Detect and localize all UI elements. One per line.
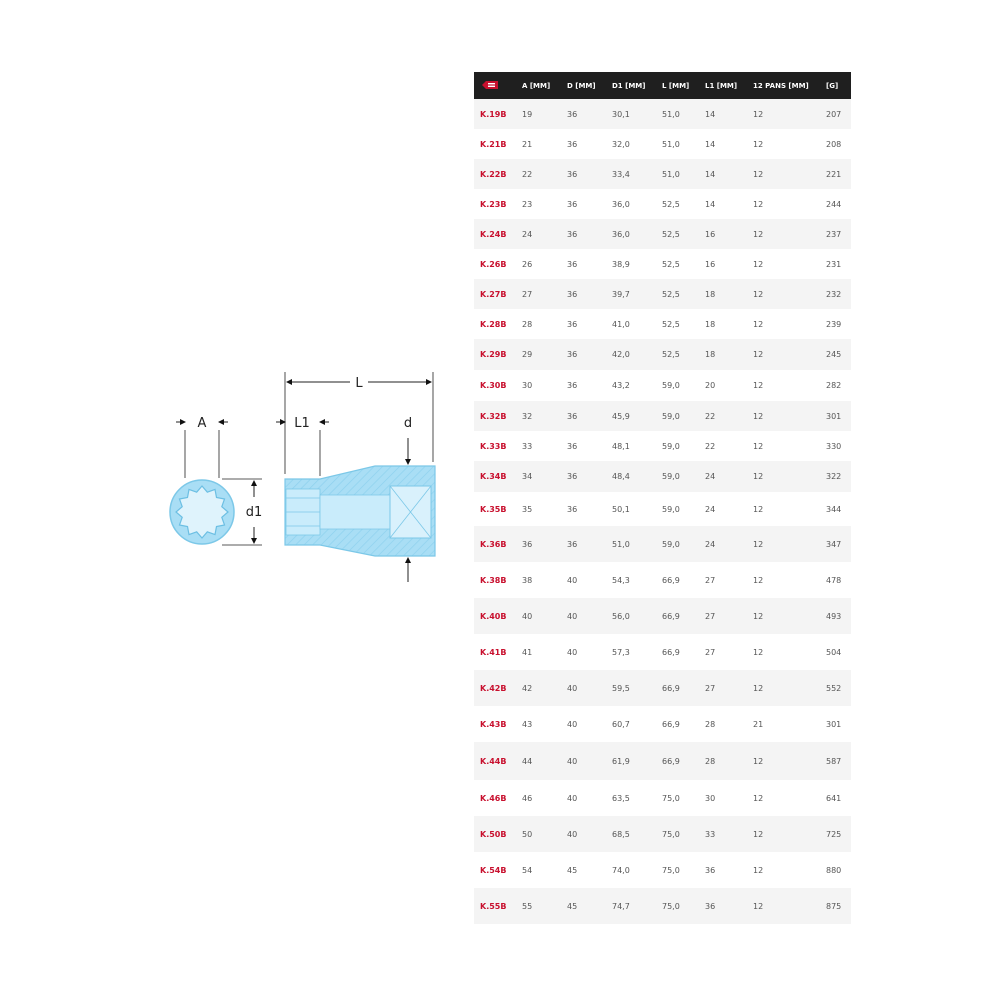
table-cell: 48,4 <box>612 472 630 481</box>
table-cell: 26 <box>522 259 533 269</box>
table-cell: 50,1 <box>612 504 630 514</box>
table-row <box>474 888 851 924</box>
part-reference: K.46B <box>480 793 507 803</box>
table-cell: 36 <box>567 441 578 451</box>
socket-dimension-drawing <box>0 0 470 1000</box>
table-row <box>474 189 851 219</box>
table-cell: 66,9 <box>662 756 680 766</box>
table-row <box>474 401 851 431</box>
table-cell: 74,7 <box>612 901 630 911</box>
table-cell: 50 <box>522 829 533 839</box>
part-reference: K.40B <box>480 611 507 621</box>
column-header: L1 [MM] <box>705 81 738 90</box>
table-cell: 12 <box>753 229 764 239</box>
table-cell: 12 <box>753 829 764 839</box>
table-cell: 57,3 <box>612 647 630 657</box>
table-cell: 68,5 <box>612 829 630 839</box>
table-cell: 12 <box>753 472 764 481</box>
table-cell: 14 <box>705 139 716 149</box>
table-cell: 36 <box>567 169 578 179</box>
column-header: A [MM] <box>522 81 551 90</box>
table-cell: 20 <box>705 381 716 390</box>
part-reference: K.36B <box>480 539 507 549</box>
table-cell: 36 <box>567 139 578 149</box>
table-row <box>474 526 851 562</box>
table-cell: 36 <box>567 472 578 481</box>
table-cell: 36 <box>567 199 578 209</box>
table-cell: 12 <box>753 139 764 149</box>
table-cell: 51,0 <box>662 139 680 149</box>
part-reference: K.44B <box>480 756 507 766</box>
table-cell: 66,9 <box>662 683 680 693</box>
table-cell: 322 <box>826 472 842 481</box>
table-cell: 44 <box>522 756 533 766</box>
table-cell: 45,9 <box>612 411 630 421</box>
table-cell: 24 <box>522 229 533 239</box>
table-cell: 36,0 <box>612 229 630 239</box>
table-cell: 59,0 <box>662 472 680 481</box>
table-header <box>474 72 851 99</box>
table-cell: 66,9 <box>662 647 680 657</box>
table-cell: 14 <box>705 169 716 179</box>
column-header: [G] <box>826 81 839 90</box>
table-cell: 35 <box>522 504 533 514</box>
table-cell: 21 <box>753 719 764 729</box>
table-cell: 40 <box>567 647 578 657</box>
part-reference: K.22B <box>480 169 507 179</box>
part-reference: K.26B <box>480 259 507 269</box>
table-cell: 36 <box>522 539 533 549</box>
table-cell: 282 <box>826 381 842 390</box>
table-cell: 27 <box>705 611 716 621</box>
part-reference: K.19B <box>480 109 507 119</box>
table-cell: 59,0 <box>662 504 680 514</box>
table-cell: 38,9 <box>612 259 630 269</box>
facom-logo-icon <box>480 80 500 90</box>
table-cell: 23 <box>522 199 533 209</box>
header-row <box>474 72 851 99</box>
table-cell: 36 <box>567 350 578 359</box>
table-cell: 552 <box>826 683 842 693</box>
table-cell: 59,0 <box>662 411 680 421</box>
table-row <box>474 780 851 816</box>
table-body <box>474 99 851 924</box>
table-cell: 12 <box>753 539 764 549</box>
table-row <box>474 461 851 492</box>
table-cell: 244 <box>826 199 842 209</box>
table-cell: 347 <box>826 539 842 549</box>
table-cell: 29 <box>522 350 533 359</box>
table-row <box>474 852 851 888</box>
column-header: L [MM] <box>662 81 690 90</box>
table-row <box>474 706 851 742</box>
table-cell: 301 <box>826 411 842 421</box>
table-cell: 30 <box>522 381 533 390</box>
table-cell: 239 <box>826 319 842 329</box>
table-cell: 12 <box>753 901 764 911</box>
table-cell: 27 <box>705 683 716 693</box>
table-cell: 41 <box>522 647 533 657</box>
part-reference: K.28B <box>480 319 507 329</box>
table-row <box>474 670 851 706</box>
table-cell: 40 <box>567 756 578 766</box>
table-cell: 54 <box>522 865 533 875</box>
table-cell: 38 <box>522 575 533 585</box>
table-cell: 36 <box>567 289 578 299</box>
table-cell: 30 <box>705 793 716 803</box>
socket-drawing-svg <box>0 0 470 1000</box>
table-cell: 12 <box>753 109 764 119</box>
table-row <box>474 492 851 526</box>
table-cell: 231 <box>826 259 842 269</box>
table-cell: 36 <box>567 381 578 390</box>
table-cell: 875 <box>826 901 842 911</box>
part-reference: K.24B <box>480 229 507 239</box>
table-cell: 16 <box>705 259 716 269</box>
part-reference: K.33B <box>480 441 507 451</box>
table-cell: 43,2 <box>612 381 630 390</box>
table-row <box>474 562 851 598</box>
table-cell: 12 <box>753 441 764 451</box>
table-cell: 493 <box>826 611 842 621</box>
table-cell: 12 <box>753 504 764 514</box>
table-cell: 18 <box>705 319 716 329</box>
table-cell: 33 <box>522 441 533 451</box>
table-cell: 27 <box>705 647 716 657</box>
table-cell: 40 <box>567 611 578 621</box>
table-cell: 74,0 <box>612 865 630 875</box>
table-cell: 12 <box>753 865 764 875</box>
table-cell: 725 <box>826 829 842 839</box>
table-cell: 60,7 <box>612 719 630 729</box>
table-row <box>474 431 851 461</box>
table-cell: 55 <box>522 901 533 911</box>
table-cell: 33 <box>705 829 716 839</box>
table-cell: 32,0 <box>612 139 630 149</box>
table-cell: 22 <box>705 411 716 421</box>
socket-end-view <box>170 480 234 544</box>
table-cell: 14 <box>705 199 716 209</box>
part-reference: K.27B <box>480 289 507 299</box>
column-header: D [MM] <box>567 81 596 90</box>
table-cell: 245 <box>826 350 842 359</box>
table-cell: 45 <box>567 865 578 875</box>
table-cell: 40 <box>567 829 578 839</box>
table-cell: 16 <box>705 229 716 239</box>
table-cell: 52,5 <box>662 350 680 359</box>
table-cell: 12 <box>753 756 764 766</box>
table-cell: 21 <box>522 139 533 149</box>
table-cell: 63,5 <box>612 793 630 803</box>
table-cell: 237 <box>826 229 842 239</box>
table-cell: 40 <box>567 683 578 693</box>
table-cell: 36 <box>567 259 578 269</box>
table-cell: 40 <box>567 793 578 803</box>
table-cell: 40 <box>522 611 533 621</box>
table-row <box>474 309 851 339</box>
table-cell: 52,5 <box>662 199 680 209</box>
dim-label-l1: L1 <box>294 416 310 431</box>
table-cell: 40 <box>567 575 578 585</box>
part-reference: K.55B <box>480 901 507 911</box>
table-cell: 48,1 <box>612 441 630 451</box>
table-cell: 301 <box>826 719 842 729</box>
table-cell: 12 <box>753 350 764 359</box>
table-cell: 46 <box>522 793 533 803</box>
column-header: D1 [MM] <box>612 81 646 90</box>
table-cell: 12 <box>753 793 764 803</box>
table-cell: 33,4 <box>612 169 630 179</box>
dim-label-d: d <box>403 416 413 431</box>
table-cell: 51,0 <box>662 169 680 179</box>
table-cell: 36,0 <box>612 199 630 209</box>
table-cell: 51,0 <box>612 539 630 549</box>
part-reference: K.38B <box>480 575 507 585</box>
table-cell: 30,1 <box>612 109 630 119</box>
table-cell: 12 <box>753 611 764 621</box>
table-cell: 40 <box>567 719 578 729</box>
table-cell: 207 <box>826 109 842 119</box>
table-cell: 36 <box>705 865 716 875</box>
part-reference: K.30B <box>480 381 507 390</box>
table-cell: 12 <box>753 289 764 299</box>
table-cell: 36 <box>567 539 578 549</box>
table-cell: 36 <box>567 319 578 329</box>
table-row <box>474 219 851 249</box>
table-cell: 587 <box>826 756 842 766</box>
socket-side-view <box>285 466 435 556</box>
table-cell: 12 <box>753 199 764 209</box>
table-cell: 19 <box>522 109 533 119</box>
table-cell: 24 <box>705 539 716 549</box>
header-logo-cell <box>474 72 516 99</box>
table-cell: 12 <box>753 169 764 179</box>
table-cell: 75,0 <box>662 829 680 839</box>
table-cell: 59,0 <box>662 539 680 549</box>
table-cell: 12 <box>753 381 764 390</box>
part-reference: K.54B <box>480 865 507 875</box>
table-row <box>474 370 851 401</box>
table-cell: 61,9 <box>612 756 630 766</box>
part-reference: K.32B <box>480 411 507 421</box>
table-row <box>474 99 851 129</box>
part-reference: K.41B <box>480 647 507 657</box>
table-cell: 36 <box>567 229 578 239</box>
table-cell: 75,0 <box>662 865 680 875</box>
table-cell: 24 <box>705 504 716 514</box>
table-cell: 641 <box>826 793 842 803</box>
part-reference: K.50B <box>480 829 507 839</box>
table-cell: 36 <box>705 901 716 911</box>
table-cell: 14 <box>705 109 716 119</box>
table-cell: 36 <box>567 411 578 421</box>
table-cell: 51,0 <box>662 109 680 119</box>
table-cell: 52,5 <box>662 289 680 299</box>
table-cell: 42,0 <box>612 350 630 359</box>
dim-label-a: A <box>197 416 207 431</box>
table-cell: 12 <box>753 647 764 657</box>
table-cell: 330 <box>826 441 842 451</box>
table-cell: 34 <box>522 472 533 481</box>
table-cell: 18 <box>705 289 716 299</box>
table-cell: 54,3 <box>612 575 630 585</box>
table-row <box>474 339 851 370</box>
table-cell: 59,5 <box>612 683 630 693</box>
table-cell: 232 <box>826 289 842 299</box>
table-cell: 27 <box>705 575 716 585</box>
part-reference: K.23B <box>480 199 507 209</box>
table-cell: 22 <box>522 169 533 179</box>
table-cell: 208 <box>826 139 842 149</box>
table-cell: 36 <box>567 504 578 514</box>
table-cell: 41,0 <box>612 319 630 329</box>
table-cell: 504 <box>826 647 842 657</box>
part-reference: K.43B <box>480 719 507 729</box>
socket-specification-table <box>474 72 851 924</box>
table-row <box>474 598 851 634</box>
table-cell: 22 <box>705 441 716 451</box>
table-cell: 12 <box>753 259 764 269</box>
table-cell: 66,9 <box>662 575 680 585</box>
table-cell: 24 <box>705 472 716 481</box>
table-cell: 42 <box>522 683 533 693</box>
dim-label-d1: d1 <box>245 505 263 520</box>
part-reference: K.29B <box>480 350 507 359</box>
table-cell: 344 <box>826 504 842 514</box>
table-cell: 59,0 <box>662 441 680 451</box>
table-cell: 75,0 <box>662 901 680 911</box>
table-cell: 28 <box>705 756 716 766</box>
part-reference: K.21B <box>480 139 507 149</box>
table-cell: 221 <box>826 169 842 179</box>
table-row <box>474 159 851 189</box>
table-cell: 18 <box>705 350 716 359</box>
part-reference: K.35B <box>480 504 507 514</box>
table-row <box>474 129 851 159</box>
table-cell: 27 <box>522 289 533 299</box>
table-row <box>474 634 851 670</box>
table-cell: 52,5 <box>662 259 680 269</box>
table-cell: 880 <box>826 865 842 875</box>
table-cell: 28 <box>522 319 533 329</box>
part-reference: K.34B <box>480 472 507 481</box>
table-cell: 66,9 <box>662 719 680 729</box>
table-cell: 32 <box>522 411 533 421</box>
table-row <box>474 816 851 852</box>
table-row <box>474 279 851 309</box>
table-cell: 12 <box>753 683 764 693</box>
part-reference: K.42B <box>480 683 507 693</box>
table-cell: 43 <box>522 719 533 729</box>
table-row <box>474 249 851 279</box>
table-row <box>474 742 851 780</box>
table-cell: 28 <box>705 719 716 729</box>
table-cell: 75,0 <box>662 793 680 803</box>
table-cell: 478 <box>826 575 842 585</box>
table-cell: 52,5 <box>662 319 680 329</box>
table-cell: 56,0 <box>612 611 630 621</box>
table-cell: 12 <box>753 575 764 585</box>
table-cell: 12 <box>753 411 764 421</box>
table-cell: 52,5 <box>662 229 680 239</box>
table-cell: 36 <box>567 109 578 119</box>
table-cell: 12 <box>753 319 764 329</box>
table-cell: 66,9 <box>662 611 680 621</box>
table-cell: 59,0 <box>662 381 680 390</box>
column-header: 12 PANS [MM] <box>753 81 809 90</box>
table-cell: 45 <box>567 901 578 911</box>
table-cell: 39,7 <box>612 289 630 299</box>
dim-label-l: L <box>355 376 363 391</box>
